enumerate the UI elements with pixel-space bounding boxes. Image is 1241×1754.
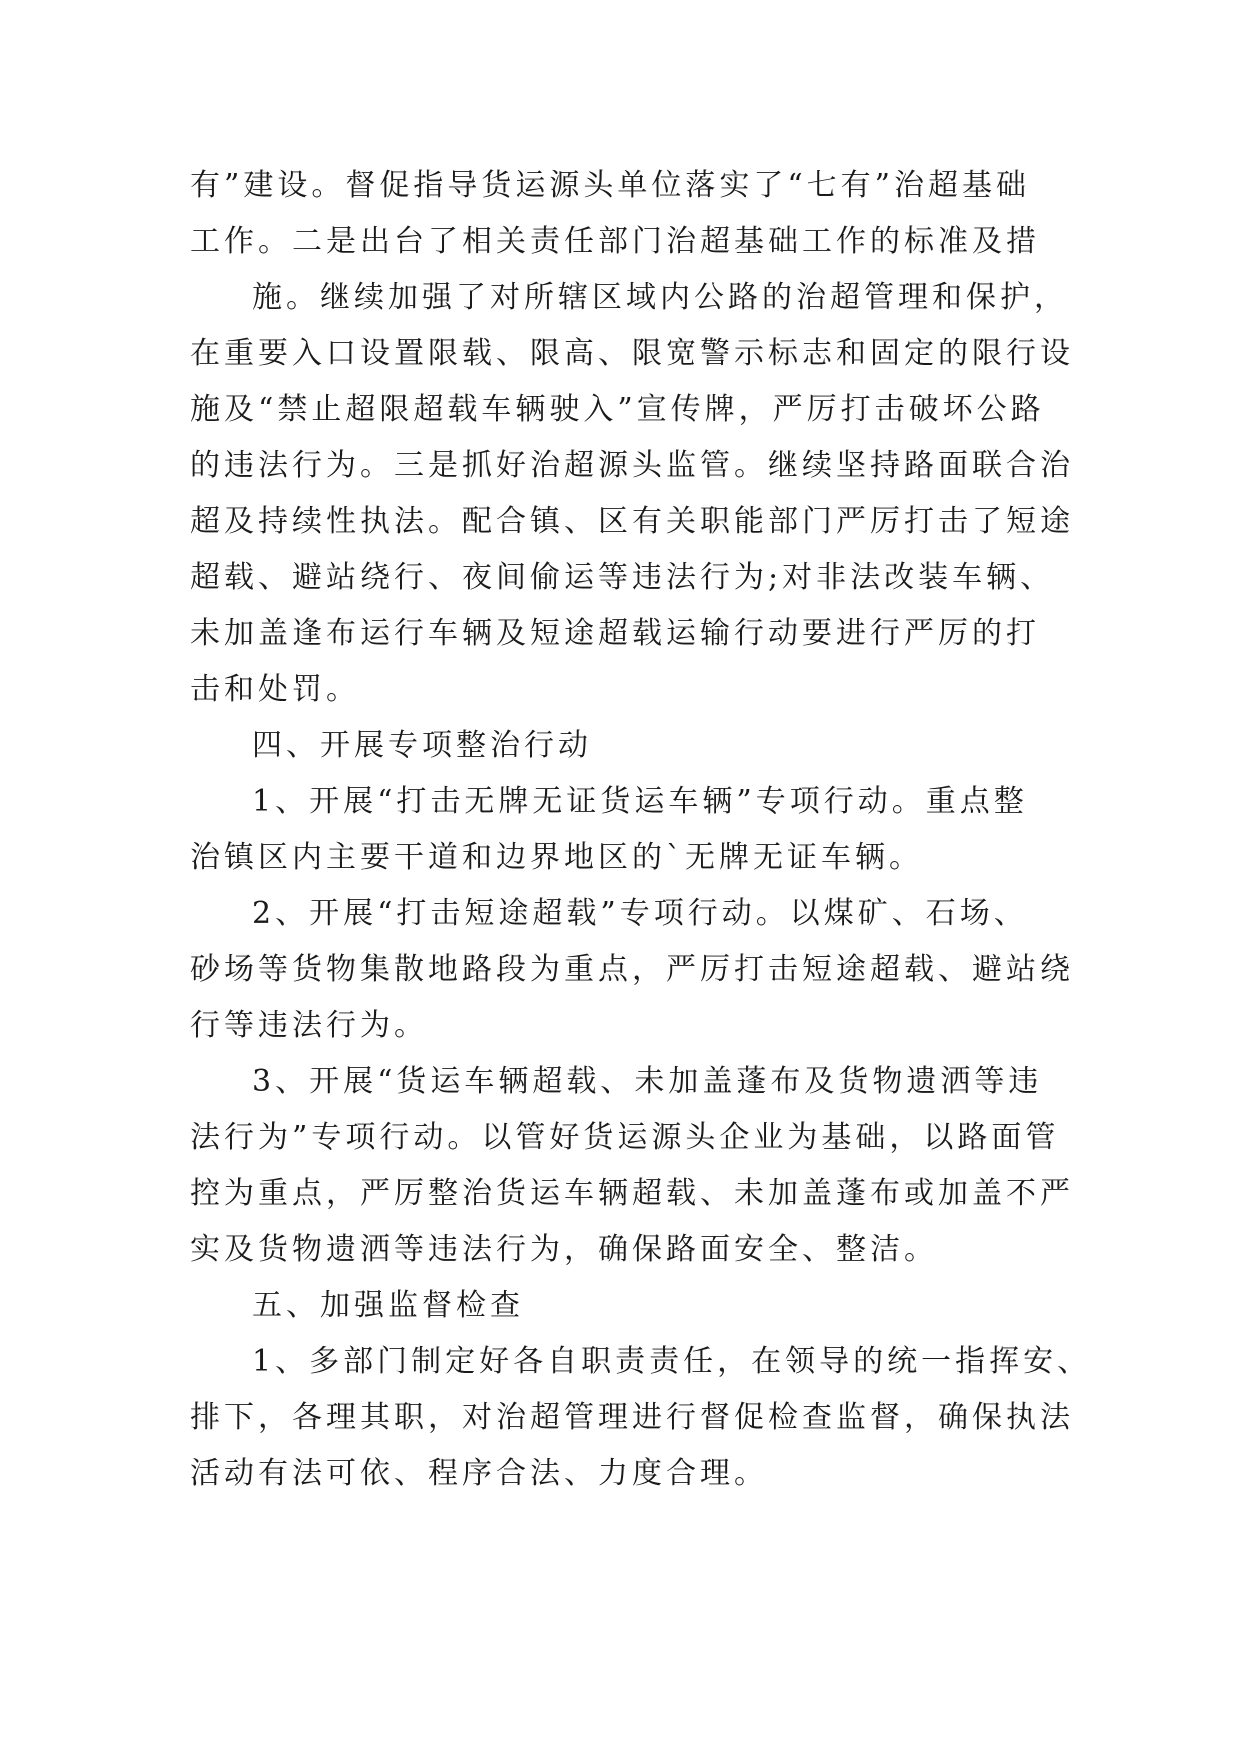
text-line: 控为重点，严厉整治货运车辆超载、未加盖蓬布或加盖不严 (190, 1176, 1074, 1211)
text-line: 在重要入口设置限载、限高、限宽警示标志和固定的限行设 (190, 336, 1074, 371)
section-heading-5 (190, 1278, 1070, 1334)
text-line: 施。继续加强了对所辖区域内公路的治超管理和保护， (252, 280, 1068, 315)
text-line: 未加盖逢布运行车辆及短途超载运输行动要进行严厉的打 (190, 616, 1040, 651)
text-line: 工作。二是出台了相关责任部门治超基础工作的标准及措 (190, 224, 1040, 259)
text-line: 击和处罚。 (190, 672, 360, 707)
document-body (190, 158, 1092, 1502)
text-line: 1、开展“打击无牌无证货运车辆”专项行动。重点整 (252, 784, 1028, 819)
text-line: 的违法行为。三是抓好治超源头监管。继续坚持路面联合治 (190, 448, 1074, 483)
text-line: 3、开展“货运车辆超载、未加盖蓬布及货物遗洒等违 (252, 1064, 1043, 1099)
paragraph-2 (190, 270, 1074, 718)
paragraph-4-3 (190, 1054, 1074, 1278)
text-line: 砂场等货物集散地路段为重点，严厉打击短途超载、避站绕 (190, 952, 1074, 987)
text-line: 活动有法可依、程序合法、力度合理。 (190, 1456, 768, 1491)
text-line: 五、加强监督检查 (252, 1288, 524, 1323)
text-line: 法行为”专项行动。以管好货运源头企业为基础，以路面管 (190, 1120, 1060, 1155)
paragraph-5-1 (190, 1334, 1092, 1502)
text-line: 2、开展“打击短途超载”专项行动。以煤矿、石场、 (252, 896, 1028, 931)
text-line: 排下，各理其职，对治超管理进行督促检查监督，确保执法 (190, 1400, 1074, 1435)
text-line: 施及“禁止超限超载车辆驶入”宣传牌，严厉打击破坏公路 (190, 392, 1045, 427)
paragraph-1 (190, 158, 1070, 270)
text-line: 治镇区内主要干道和边界地区的`无牌无证车辆。 (190, 840, 923, 875)
text-line: 超载、避站绕行、夜间偷运等违法行为;对非法改装车辆、 (190, 560, 1055, 595)
text-line: 有”建设。督促指导货运源头单位落实了“七有”治超基础 (190, 168, 1031, 203)
paragraph-4-2 (190, 886, 1074, 1054)
section-heading-4 (190, 718, 1070, 774)
text-line: 行等违法行为。 (190, 1008, 428, 1043)
paragraph-4-1 (190, 774, 1070, 886)
text-line: 超及持续性执法。配合镇、区有关职能部门严厉打击了短途 (190, 504, 1074, 539)
text-line: 四、开展专项整治行动 (252, 728, 592, 763)
text-line: 实及货物遗洒等违法行为，确保路面安全、整洁。 (190, 1232, 938, 1267)
text-line: 1、多部门制定好各自职责责任，在领导的统一指挥安、 (252, 1344, 1092, 1379)
